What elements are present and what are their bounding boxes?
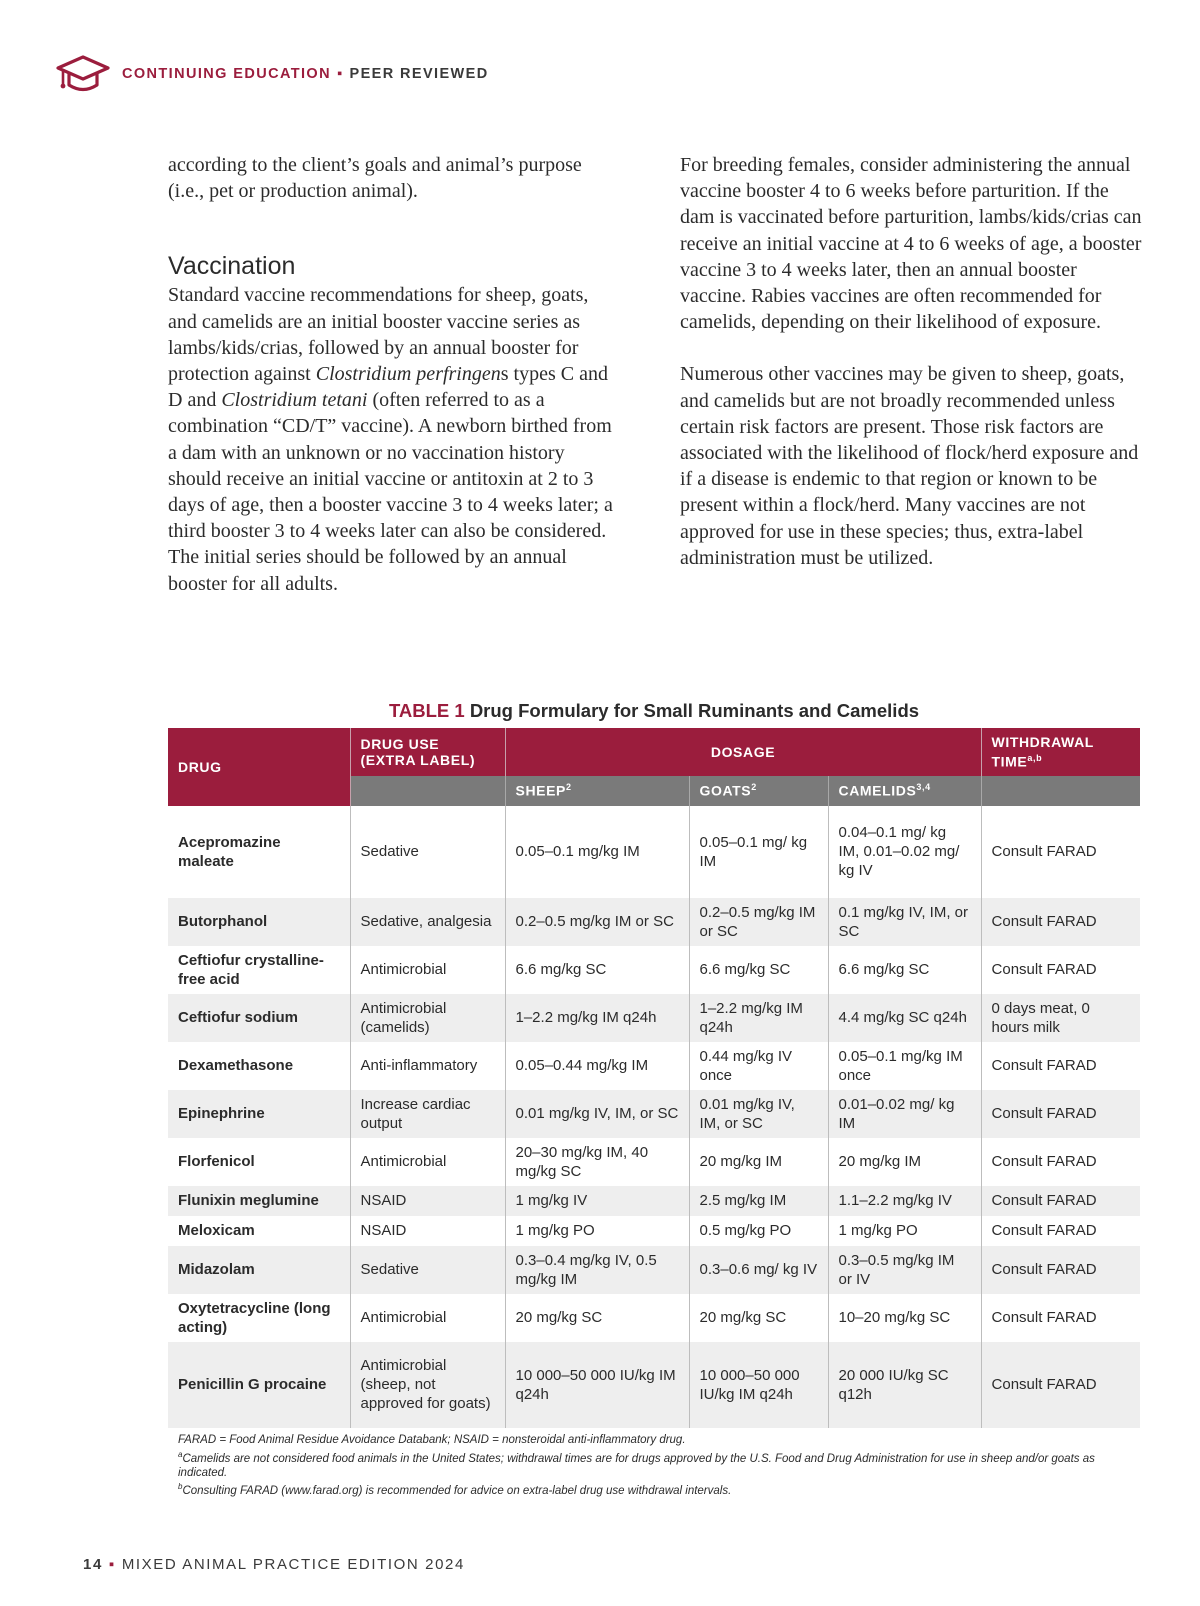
cell-sheep: 6.6 mg/kg SC <box>505 946 689 994</box>
cell-camelids: 20 mg/kg IM <box>828 1138 981 1186</box>
cell-use: Sedative <box>350 1246 505 1294</box>
table-row <box>168 1216 1140 1246</box>
header-withdrawal: WITHDRAWAL TIME$^{a,b}$ <box>981 728 1140 776</box>
subheader-blank <box>350 776 505 806</box>
cell-use: Sedative <box>350 806 505 898</box>
vaccination-heading: Vaccination <box>168 252 296 281</box>
cell-use: Sedative, analgesia <box>350 898 505 946</box>
cell-sheep: 20 mg/kg SC <box>505 1294 689 1342</box>
graduation-cap-icon <box>56 54 110 94</box>
left-intro-paragraph: according to the client’s goals and animal’s purpose (i.e., pet or production animal). <box>168 154 582 203</box>
cell-sheep: 1 mg/kg PO <box>505 1216 689 1246</box>
header-separator: ▪ <box>336 66 344 82</box>
footnote-a: $^a$Camelids are not considered food animals in the United States; withdrawal times are for drugs approved by the U.S. Food and Drug Administration for use in sheep and/or goats as indicated. <box>178 1449 1095 1479</box>
cell-goats: 2.5 mg/kg IM <box>689 1186 828 1216</box>
cell-withdrawal: Consult FARAD <box>991 1222 1097 1240</box>
right-column <box>680 152 1145 571</box>
section-name: CONTINUING EDUCATION <box>122 66 331 82</box>
cell-camelids: 20 000 IU/kg SC q12h <box>828 1342 981 1428</box>
cell-use: Anti-inflammatory <box>350 1042 505 1090</box>
cell-drug: Midazolam <box>168 1246 350 1294</box>
cell-withdrawal: 0 days meat, 0 hours milk <box>981 994 1140 1042</box>
table-row <box>168 806 1140 898</box>
cell-goats: 20 mg/kg IM <box>689 1138 828 1186</box>
cell-goats: 10 000–50 000 IU/kg IM q24h <box>689 1342 828 1428</box>
other-vaccines-paragraph: Numerous other vaccines may be given to sheep, goats, and camelids but are not broadly recommended unless certain risk factors are present. Those risk factors are associated with the likelihood of flock/herd exposure and if a disease is endemic to that region or known to be present within a flock/herd. Many vaccines are not approved for use in these species; thus, extra-label administration must be utilized. <box>680 363 1139 569</box>
table-row <box>168 1090 1140 1138</box>
table-row <box>168 1246 1140 1294</box>
cell-use: Antimicrobial (camelids) <box>350 994 505 1042</box>
cell-use: NSAID <box>350 1216 505 1246</box>
left-column <box>168 152 620 597</box>
cell-camelids: 6.6 mg/kg SC <box>828 946 981 994</box>
section-label <box>122 66 489 82</box>
header-drug: DRUG <box>168 728 350 806</box>
table-title <box>168 700 1140 722</box>
vaccination-paragraph: Standard vaccine recommendations for sheep, goats, and camelids are an initial booster vaccine series as lambs/kids/crias, followed by an annual booster for protection against Clostridium perfringens types C and D and Clostridium tetani (often referred to as a combination “CD/T” vaccine). A newborn birthed from a dam with an unknown or no vaccination history should receive an initial vaccine or antitoxin at 2 to 3 days of age, then a booster vaccine 3 to 4 weeks later; a third booster 3 to 4 weeks later can also be considered. The initial series should be followed by an annual booster for all adults. <box>168 284 613 595</box>
cell-goats: 6.6 mg/kg SC <box>689 946 828 994</box>
breeding-females-paragraph: For breeding females, consider administering the annual vaccine booster 4 to 6 weeks before parturition. If the dam is vaccinated before parturition, lambs/kids/crias can receive an initial vaccine at 4 to 6 weeks of age, a booster vaccine 3 to 4 weeks later, then an annual booster vaccine. Rabies vaccines are often recommended for camelids, depending on their likelihood of exposure. <box>680 154 1142 334</box>
subheader-blank-withdrawal <box>981 776 1140 806</box>
cell-goats: 0.44 mg/kg IV once <box>689 1042 828 1090</box>
cell-use: Antimicrobial <box>350 1294 505 1342</box>
cell-use: Antimicrobial <box>350 946 505 994</box>
cell-sheep: 0.2–0.5 mg/kg IM or SC <box>505 898 689 946</box>
cell-withdrawal: Consult FARAD <box>981 1342 1140 1428</box>
cell-sheep: 10 000–50 000 IU/kg IM q24h <box>505 1342 689 1428</box>
cell-goats: 1–2.2 mg/kg IM q24h <box>689 994 828 1042</box>
cell-sheep: 0.3–0.4 mg/kg IV, 0.5 mg/kg IM <box>505 1246 689 1294</box>
header-dosage: DOSAGE <box>505 728 981 776</box>
footnote-b: $^b$Consulting FARAD (www.farad.org) is recommended for advice on extra-label drug use withdrawal intervals. <box>178 1482 732 1498</box>
cell-use: Antimicrobial <box>350 1138 505 1186</box>
page-number: 14 <box>83 1556 103 1573</box>
cell-drug: Flunixin meglumine <box>168 1186 350 1216</box>
cell-use: Increase cardiac output <box>350 1090 505 1138</box>
cell-drug: Meloxicam <box>168 1216 350 1246</box>
cell-sheep: 0.01 mg/kg IV, IM, or SC <box>505 1090 689 1138</box>
drug-formulary-table <box>168 728 1140 1428</box>
table-row <box>168 1342 1140 1428</box>
subheader-goats: GOATS$^2$ <box>689 776 828 806</box>
cell-camelids: 0.1 mg/kg IV, IM, or SC <box>828 898 981 946</box>
cell-withdrawal: Consult FARAD <box>991 1057 1097 1075</box>
cell-sheep: 1–2.2 mg/kg IM q24h <box>505 994 689 1042</box>
page-footer <box>83 1556 465 1573</box>
cell-camelids: 10–20 mg/kg SC <box>828 1294 981 1342</box>
footnote-abbreviations: FARAD = Food Animal Residue Avoidance Databank; NSAID = nonsteroidal anti-inflammatory drug. <box>178 1434 686 1446</box>
header-drug-use: DRUG USE (EXTRA LABEL) <box>350 728 505 776</box>
table-number: TABLE 1 <box>388 700 465 721</box>
table-row <box>168 898 1140 946</box>
cell-goats: 0.01 mg/kg IV, IM, or SC <box>689 1090 828 1138</box>
cell-camelids: 0.04–0.1 mg/ kg IM, 0.01–0.02 mg/ kg IV <box>828 806 981 898</box>
cell-camelids: 0.3–0.5 mg/kg IM or IV <box>828 1246 981 1294</box>
cell-withdrawal: Consult FARAD <box>991 1309 1097 1327</box>
cell-goats: 0.05–0.1 mg/ kg IM <box>689 806 828 898</box>
table-row <box>168 946 1140 994</box>
table-row <box>168 994 1140 1042</box>
footer-separator: ▪ <box>108 1556 116 1573</box>
cell-drug: Acepromazine maleate <box>168 806 350 898</box>
cell-sheep: 20–30 mg/kg IM, 40 mg/kg SC <box>505 1138 689 1186</box>
cell-goats: 0.3–0.6 mg/ kg IV <box>689 1246 828 1294</box>
cell-camelids: 4.4 mg/kg SC q24h <box>828 994 981 1042</box>
cell-use: NSAID <box>350 1186 505 1216</box>
cell-camelids: 1.1–2.2 mg/kg IV <box>828 1186 981 1216</box>
cell-camelids: 0.01–0.02 mg/ kg IM <box>828 1090 981 1138</box>
subheader-sheep: SHEEP$^2$ <box>505 776 689 806</box>
cell-goats: 20 mg/kg SC <box>689 1294 828 1342</box>
table-title-text: Drug Formulary for Small Ruminants and Camelids <box>469 700 920 721</box>
publication-name: MIXED ANIMAL PRACTICE EDITION 2024 <box>121 1556 465 1573</box>
cell-sheep: 1 mg/kg IV <box>505 1186 689 1216</box>
table-row <box>168 1042 1140 1090</box>
cell-drug: Epinephrine <box>168 1090 350 1138</box>
cell-goats: 0.2–0.5 mg/kg IM or SC <box>689 898 828 946</box>
page-header <box>56 54 489 94</box>
table-footnotes <box>178 1433 1138 1499</box>
table-body <box>168 806 1140 1428</box>
table-row <box>168 1186 1140 1216</box>
cell-drug: Penicillin G procaine <box>168 1342 350 1428</box>
table-row <box>168 1138 1140 1186</box>
cell-drug: Ceftiofur sodium <box>168 994 350 1042</box>
cell-camelids: 1 mg/kg PO <box>828 1216 981 1246</box>
cell-withdrawal: Consult FARAD <box>981 1186 1140 1216</box>
cell-drug: Butorphanol <box>168 898 350 946</box>
cell-withdrawal: Consult FARAD <box>981 898 1140 946</box>
cell-drug: Oxytetracycline (long acting) <box>168 1294 350 1342</box>
table-row <box>168 1294 1140 1342</box>
cell-withdrawal: Consult FARAD <box>991 843 1097 861</box>
cell-sheep: 0.05–0.44 mg/kg IM <box>505 1042 689 1090</box>
subsection-name: PEER REVIEWED <box>349 66 489 82</box>
cell-withdrawal: Consult FARAD <box>981 1090 1140 1138</box>
cell-drug: Florfenicol <box>168 1138 350 1186</box>
cell-goats: 0.5 mg/kg PO <box>689 1216 828 1246</box>
cell-drug: Dexamethasone <box>168 1042 350 1090</box>
cell-withdrawal: Consult FARAD <box>981 1246 1140 1294</box>
cell-withdrawal: Consult FARAD <box>991 961 1097 979</box>
cell-withdrawal: Consult FARAD <box>991 1153 1097 1171</box>
subheader-camelids: CAMELIDS$^{3,4}$ <box>828 776 981 806</box>
cell-use: Antimicrobial (sheep, not approved for goats) <box>350 1342 505 1428</box>
cell-camelids: 0.05–0.1 mg/kg IM once <box>828 1042 981 1090</box>
cell-drug: Ceftiofur crystalline-free acid <box>168 946 350 994</box>
cell-sheep: 0.05–0.1 mg/kg IM <box>505 806 689 898</box>
